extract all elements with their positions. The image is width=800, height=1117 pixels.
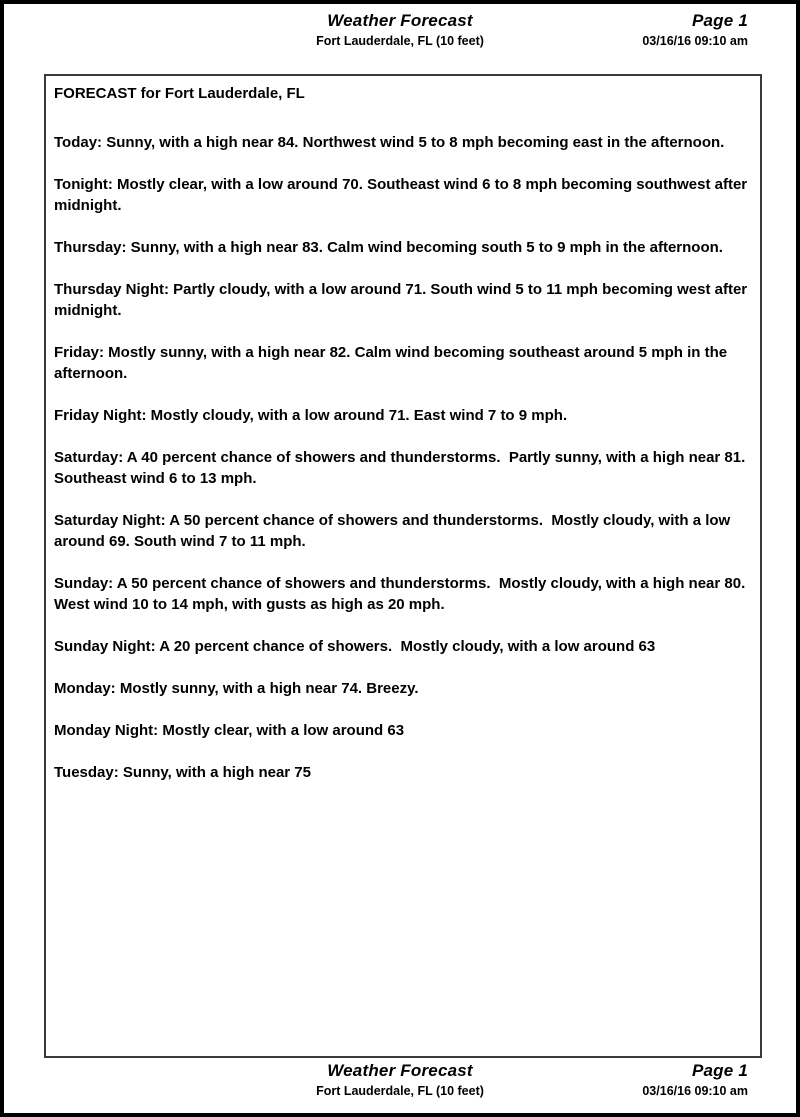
forecast-paragraphs <box>54 132 751 783</box>
header-right-block <box>642 10 748 49</box>
forecast-paragraph: Saturday Night: A 50 percent chance of showers and thunderstorms. Mostly cloudy, with a low around 69. South wind 7 to 11 mph. <box>54 512 735 550</box>
forecast-paragraph: Today: Sunny, with a high near 84. Northwest wind 5 to 8 mph becoming east in the afternoon. <box>54 134 725 151</box>
forecast-box <box>44 74 762 1058</box>
forecast-paragraph: Tuesday: Sunny, with a high near 75 <box>54 764 311 781</box>
forecast-paragraph: Friday Night: Mostly cloudy, with a low around 71. East wind 7 to 9 mph. <box>54 407 568 424</box>
forecast-paragraph: Tonight: Mostly clear, with a low around 70. Southeast wind 6 to 8 mph becoming southwest after midnight. <box>54 176 752 214</box>
page-footer <box>4 1060 796 1106</box>
forecast-paragraph: Thursday Night: Partly cloudy, with a low around 71. South wind 5 to 11 mph becoming west after midnight. <box>54 281 752 319</box>
footer-subtitle: Fort Lauderdale, FL (10 feet) <box>316 1084 484 1098</box>
forecast-paragraph: Saturday: A 40 percent chance of showers and thunderstorms. Partly sunny, with a high near 81. Southeast wind 6 to 13 mph. <box>54 449 750 487</box>
footer-right-block <box>642 1060 748 1099</box>
header-title: Weather Forecast <box>327 11 473 30</box>
forecast-paragraph: Sunday: A 50 percent chance of showers and thunderstorms. Mostly cloudy, with a high near 80. West wind 10 to 14 mph, with gusts as high as 20 mph. <box>54 575 750 613</box>
footer-title: Weather Forecast <box>327 1061 473 1080</box>
forecast-paragraph: Sunday Night: A 20 percent chance of showers. Mostly cloudy, with a low around 63 <box>54 638 656 655</box>
footer-page-number: Page 1 <box>691 1061 748 1080</box>
page-header <box>4 10 796 56</box>
header-subtitle: Fort Lauderdale, FL (10 feet) <box>316 34 484 48</box>
header-timestamp: 03/16/16 09:10 am <box>642 34 748 48</box>
forecast-paragraph: Monday: Mostly sunny, with a high near 74. Breezy. <box>54 680 419 697</box>
forecast-paragraph: Thursday: Sunny, with a high near 83. Calm wind becoming south 5 to 9 mph in the afternoon. <box>54 239 723 256</box>
forecast-paragraph: Monday Night: Mostly clear, with a low around 63 <box>54 722 405 739</box>
footer-timestamp: 03/16/16 09:10 am <box>642 1084 748 1098</box>
forecast-heading: FORECAST for Fort Lauderdale, FL <box>54 85 305 102</box>
header-page-number: Page 1 <box>691 11 748 30</box>
forecast-paragraph: Friday: Mostly sunny, with a high near 82. Calm wind becoming southeast around 5 mph in the afternoon. <box>54 344 732 382</box>
